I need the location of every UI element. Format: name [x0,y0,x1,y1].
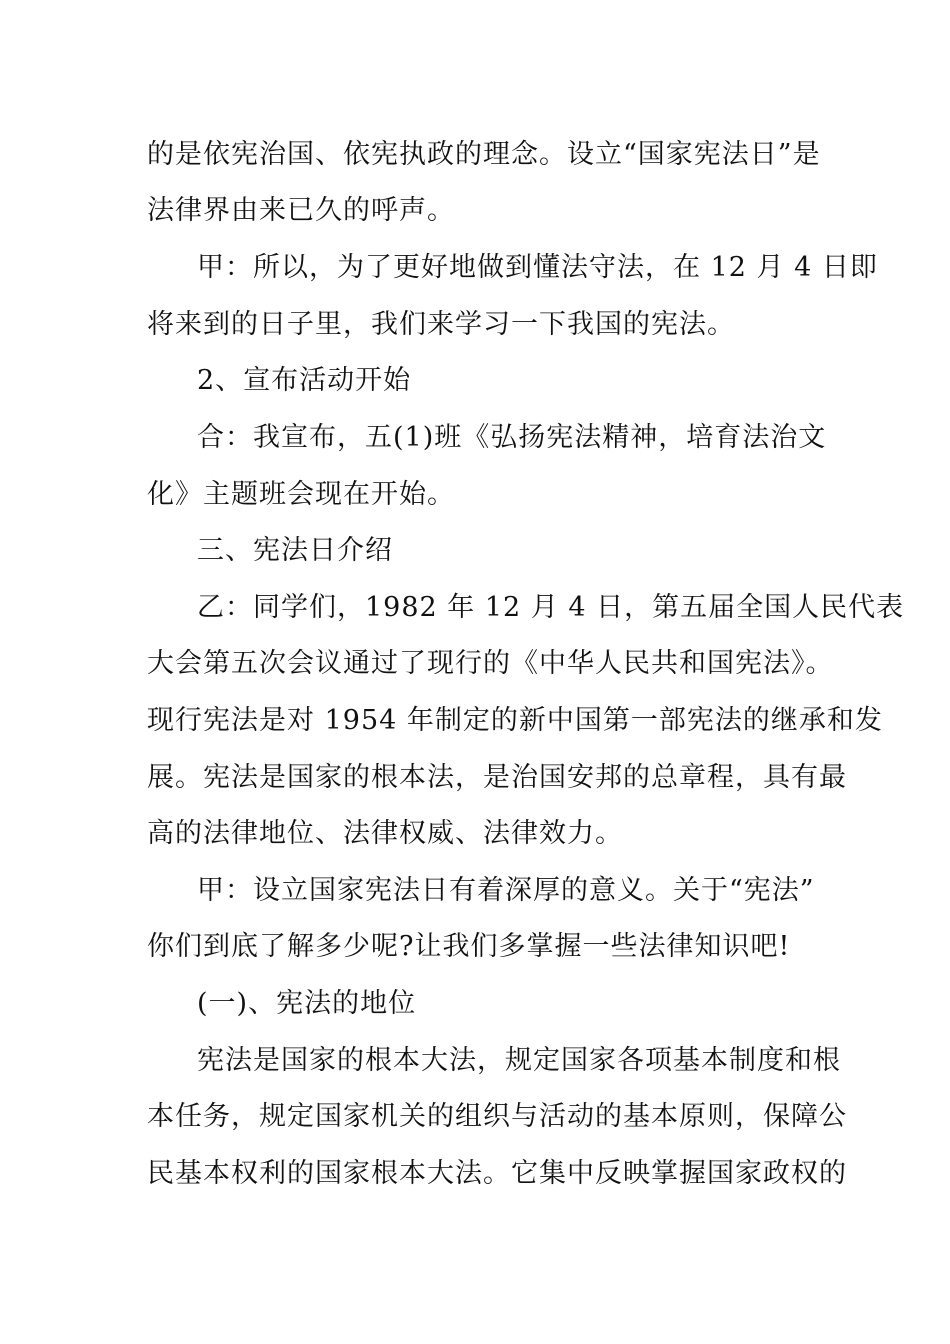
section-heading: 三、宪法日介绍 [197,535,393,566]
text-line [0,871,950,911]
paragraph-text: 你们到底了解多少呢?让我们多掌握一些法律知识吧! [147,931,791,962]
text-line [0,305,950,345]
text-line [0,1041,950,1081]
paragraph-text: 甲：所以，为了更好地做到懂法守法，在 12 月 4 日即 [197,252,878,283]
text-line [0,927,950,967]
text-line [0,361,950,401]
paragraph-text: 高的法律地位、法律权威、法律效力。 [147,818,623,849]
text-line [0,1097,950,1137]
paragraph-text: 乙：同学们，1982 年 12 月 4 日，第五届全国人民代表 [197,592,905,623]
paragraph-text: 宪法是国家的根本大法，规定国家各项基本制度和根 [197,1045,841,1076]
text-line [0,984,950,1024]
paragraph-text: 现行宪法是对 1954 年制定的新中国第一部宪法的继承和发 [147,705,883,736]
text-line [0,531,950,571]
text-line [0,644,950,684]
paragraph-text: 甲：设立国家宪法日有着深厚的意义。关于“宪法” [197,875,815,906]
paragraph-text: 法律界由来已久的呼声。 [147,195,455,226]
paragraph-text: 化》主题班会现在开始。 [147,479,455,510]
paragraph-text: 大会第五次会议通过了现行的《中华人民共和国宪法》。 [147,648,834,679]
paragraph-text: 的是依宪治国、依宪执政的理念。设立“国家宪法日”是 [147,139,821,170]
section-heading: 2、宣布活动开始 [197,365,412,396]
paragraph-text: 展。宪法是国家的根本法，是治国安邦的总章程，具有最 [147,762,847,793]
text-line [0,248,950,288]
section-heading: (一)、宪法的地位 [197,988,417,1019]
text-line [0,814,950,854]
paragraph-text: 民基本权利的国家根本大法。它集中反映掌握国家政权的 [147,1158,847,1189]
paragraph-text: 本任务，规定国家机关的组织与活动的基本原则，保障公 [147,1101,847,1132]
text-line [0,588,950,628]
paragraph-text: 将来到的日子里，我们来学习一下我国的宪法。 [147,309,735,340]
text-line [0,135,950,175]
text-line [0,475,950,515]
text-line [0,758,950,798]
paragraph-text: 合：我宣布，五(1)班《弘扬宪法精神，培育法治文 [197,422,827,453]
text-line [0,1154,950,1194]
text-line [0,701,950,741]
text-line [0,191,950,231]
text-line [0,418,950,458]
